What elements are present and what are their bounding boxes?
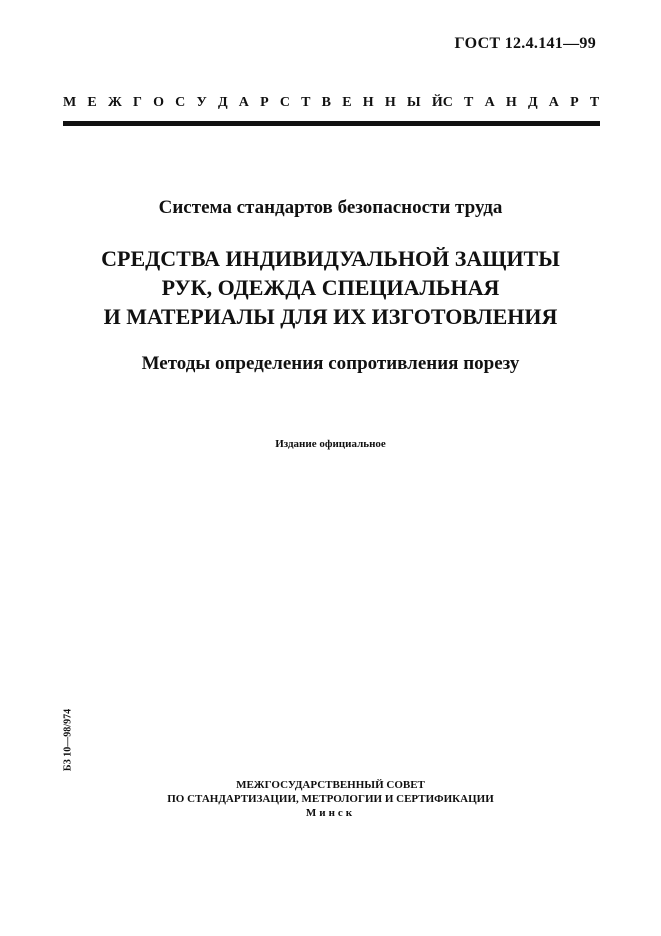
main-title bbox=[0, 244, 661, 331]
header-letter: Т bbox=[589, 95, 600, 110]
header-letter: Р bbox=[260, 95, 269, 110]
header-letter: Д bbox=[217, 95, 228, 110]
publisher-city: Минск bbox=[305, 807, 356, 819]
publisher-block bbox=[0, 778, 661, 820]
side-registration-code: БЗ 10—98/974 bbox=[62, 708, 74, 772]
header-letter: Е bbox=[87, 95, 97, 110]
header-letter: М bbox=[63, 95, 77, 110]
interstate-standard-header bbox=[63, 95, 598, 111]
main-title-line: СРЕДСТВА ИНДИВИДУАЛЬНОЙ ЗАЩИТЫ bbox=[101, 246, 560, 271]
header-letter: Р bbox=[570, 95, 579, 110]
header-letter: С bbox=[442, 95, 453, 110]
main-title-line: РУК, ОДЕЖДА СПЕЦИАЛЬНАЯ bbox=[161, 275, 500, 300]
series-title: Система стандартов безопасности труда bbox=[158, 197, 503, 218]
header-letter: Е bbox=[342, 95, 352, 110]
edition-note: Издание официальное bbox=[275, 438, 386, 450]
header-letter: Н bbox=[362, 95, 374, 110]
header-letter: Т bbox=[464, 95, 474, 110]
header-letter: Ж bbox=[107, 95, 122, 110]
header-letter: Н bbox=[384, 95, 396, 110]
header-letter: А bbox=[238, 95, 249, 110]
header-letter: Й bbox=[431, 95, 443, 110]
header-letter: Н bbox=[505, 95, 517, 110]
header-letter: В bbox=[321, 95, 332, 110]
header-letter: Д bbox=[527, 95, 538, 110]
header-letter: А bbox=[484, 95, 495, 110]
interstate-word bbox=[63, 95, 443, 111]
subtitle: Методы определения сопротивления порезу bbox=[141, 353, 520, 374]
header-letter: С bbox=[279, 95, 290, 110]
publisher-line: МЕЖГОСУДАРСТВЕННЫЙ СОВЕТ bbox=[236, 779, 425, 791]
header-letter: А bbox=[548, 95, 559, 110]
standard-word bbox=[443, 95, 599, 111]
main-title-line: И МАТЕРИАЛЫ ДЛЯ ИХ ИЗГОТОВЛЕНИЯ bbox=[103, 304, 558, 329]
header-letter: О bbox=[153, 95, 164, 110]
header-rule bbox=[63, 121, 600, 126]
gost-number: ГОСТ 12.4.141—99 bbox=[454, 35, 596, 52]
header-letter: У bbox=[196, 95, 207, 110]
publisher-line: ПО СТАНДАРТИЗАЦИИ, МЕТРОЛОГИИ И СЕРТИФИКАЦИИ bbox=[167, 793, 494, 805]
header-letter: Ы bbox=[406, 95, 421, 110]
header-letter: Т bbox=[301, 95, 311, 110]
header-letter: С bbox=[175, 95, 186, 110]
header-letter: Г bbox=[132, 95, 142, 110]
